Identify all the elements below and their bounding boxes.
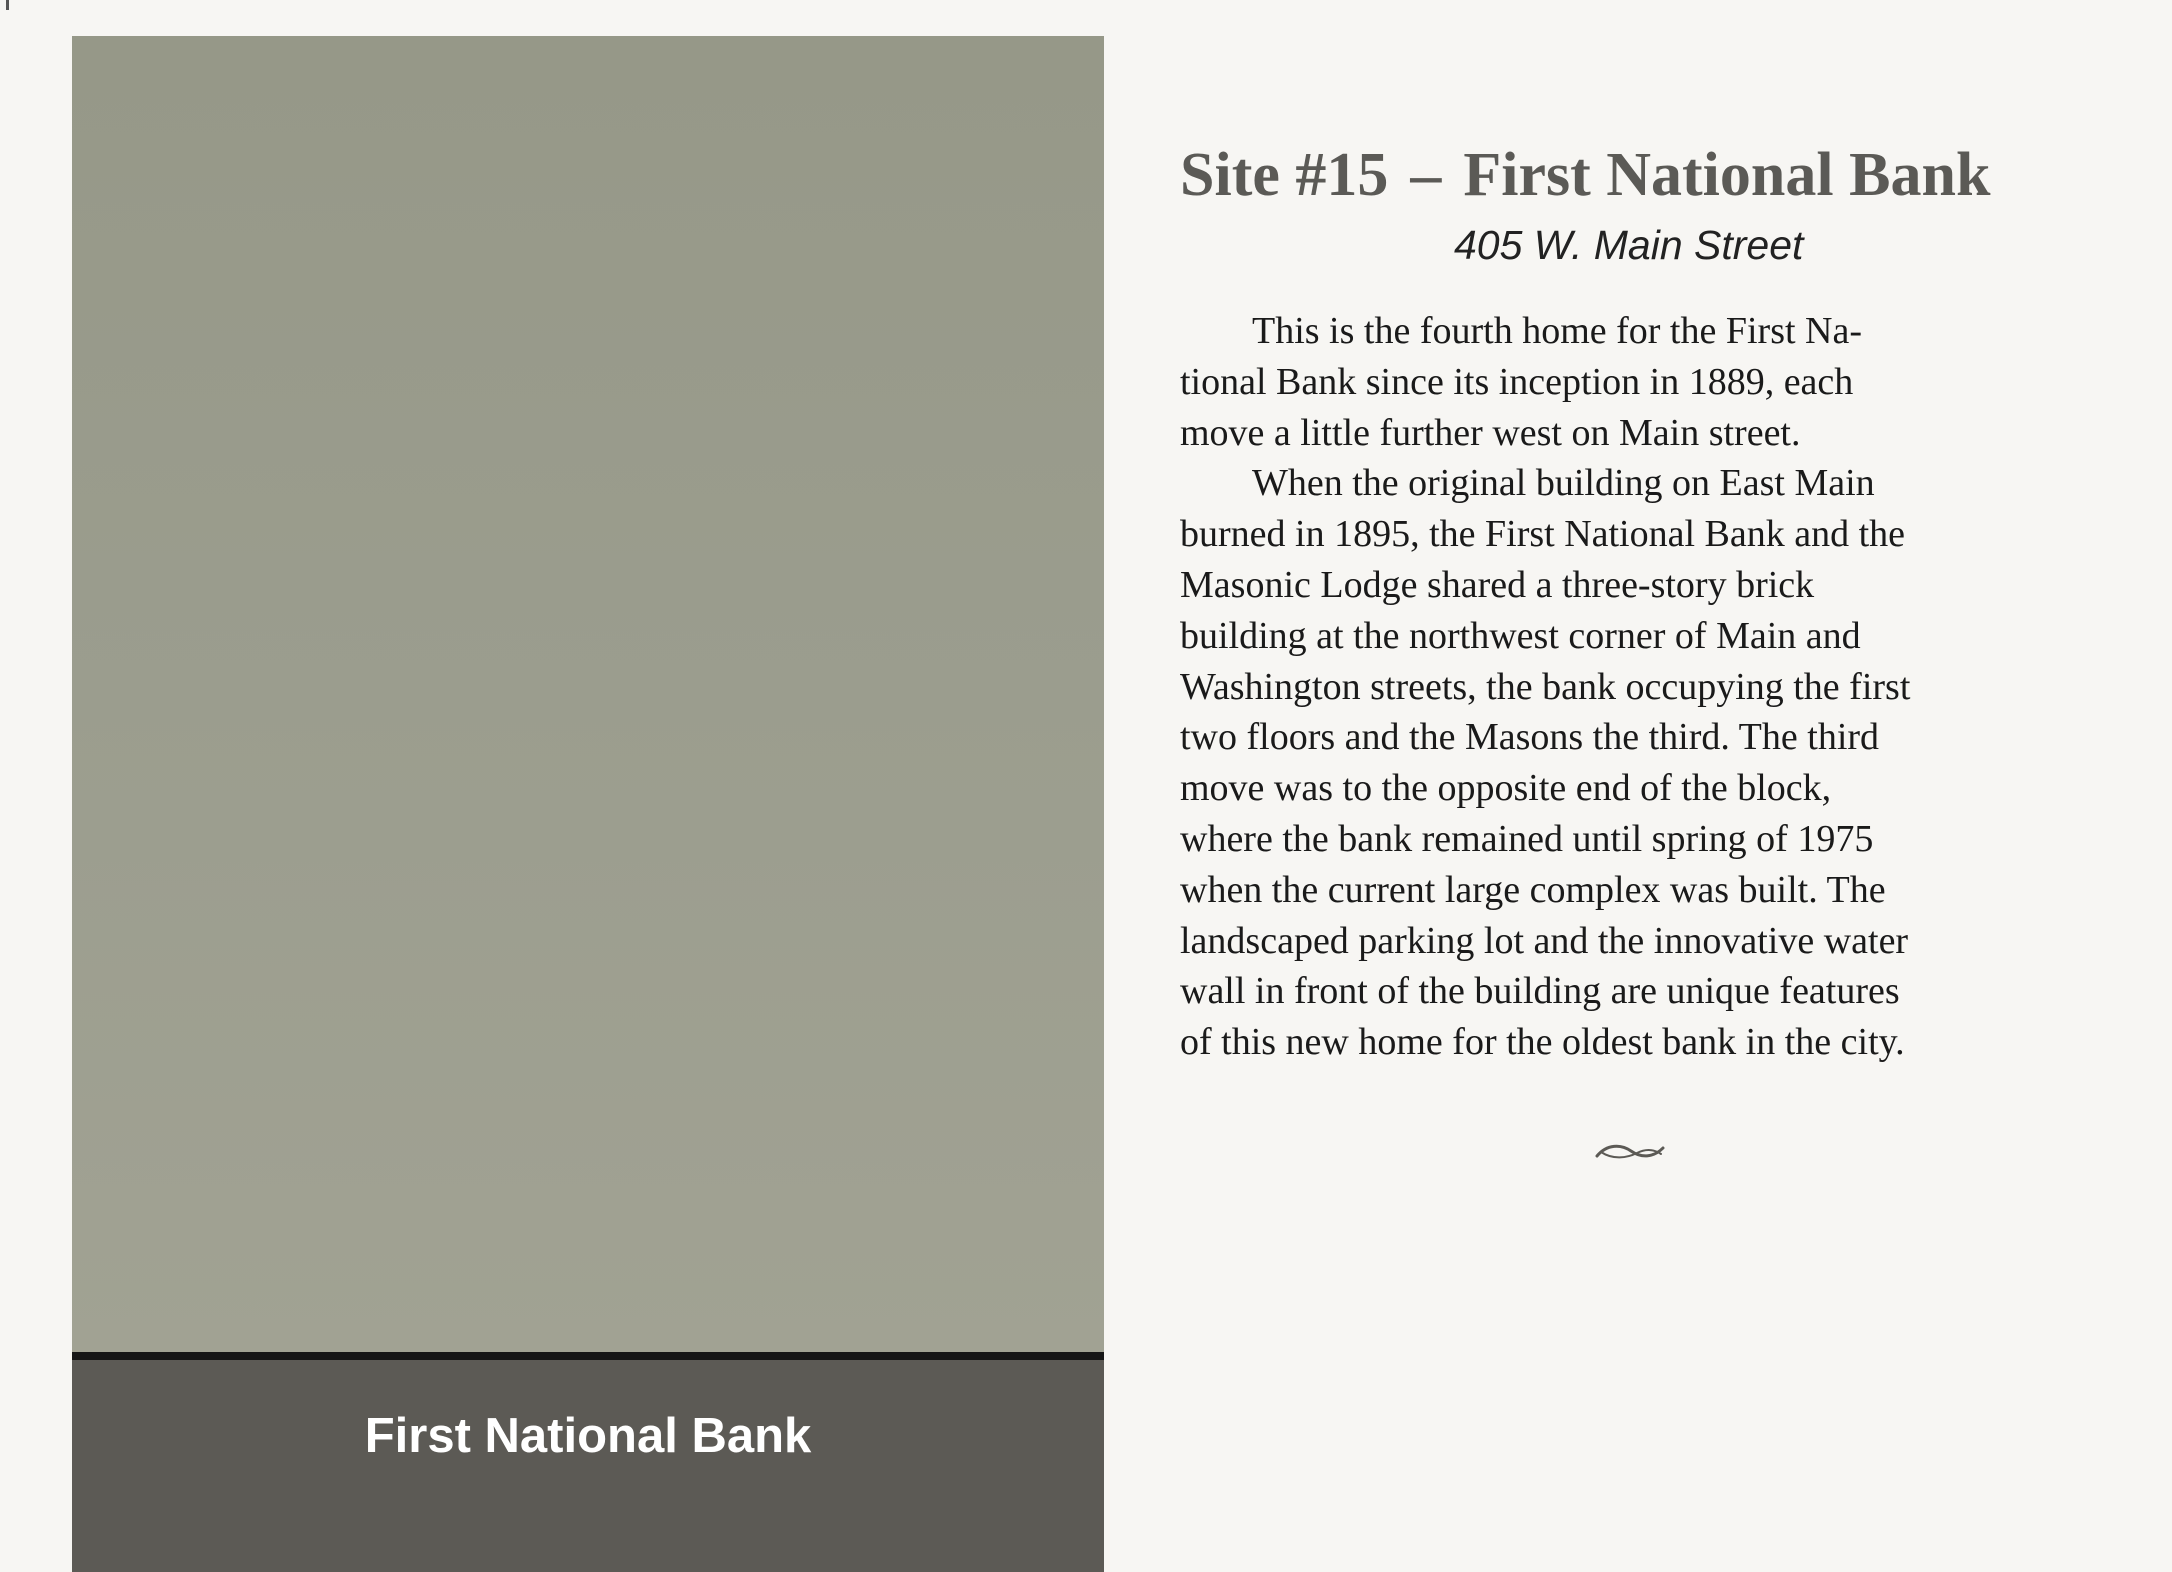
- body-line: move a little further west on Main street.: [1180, 411, 1801, 454]
- body-line: of this new home for the oldest bank in the city.: [1180, 1021, 1905, 1064]
- edge-mark: [6, 0, 9, 10]
- caption-bar: [72, 1360, 1104, 1572]
- body-line: landscaped parking lot and the innovative water: [1180, 919, 1909, 962]
- site-number: Site #15: [1180, 141, 1389, 209]
- body-line: wall in front of the building are unique features: [1180, 970, 1900, 1013]
- photo-caption: First National Bank: [364, 1409, 812, 1463]
- body-line: Masonic Lodge shared a three-story brick: [1180, 563, 1815, 606]
- body-line: building at the northwest corner of Main and: [1180, 614, 1861, 657]
- flourish-ornament-icon: [1593, 1138, 1667, 1166]
- body-line: two floors and the Masons the third. The third: [1180, 716, 1880, 759]
- article-body: [1180, 306, 2140, 1068]
- body-line: When the original building on East Main: [1252, 462, 1875, 505]
- body-line: when the current large complex was built. The: [1180, 868, 1886, 911]
- article: [1180, 130, 2140, 1068]
- photo-area: [72, 36, 1104, 1352]
- street-address: 405 W. Main Street: [1454, 222, 1804, 268]
- body-line: where the bank remained until spring of 1975: [1180, 817, 1874, 860]
- body-line: move was to the opposite end of the block,: [1180, 767, 1832, 810]
- title-separator: –: [1410, 141, 1442, 209]
- caption-divider: [72, 1352, 1104, 1360]
- photo-panel: [72, 36, 1104, 1572]
- body-line: Washington streets, the bank occupying the first: [1180, 665, 1911, 708]
- body-line: tional Bank since its inception in 1889, each: [1180, 360, 1854, 403]
- page-title: [1180, 130, 2140, 220]
- body-line: This is the fourth home for the First Na-: [1252, 310, 1863, 352]
- site-name: First National Bank: [1463, 141, 1991, 209]
- body-line: burned in 1895, the First National Bank and the: [1180, 513, 1906, 556]
